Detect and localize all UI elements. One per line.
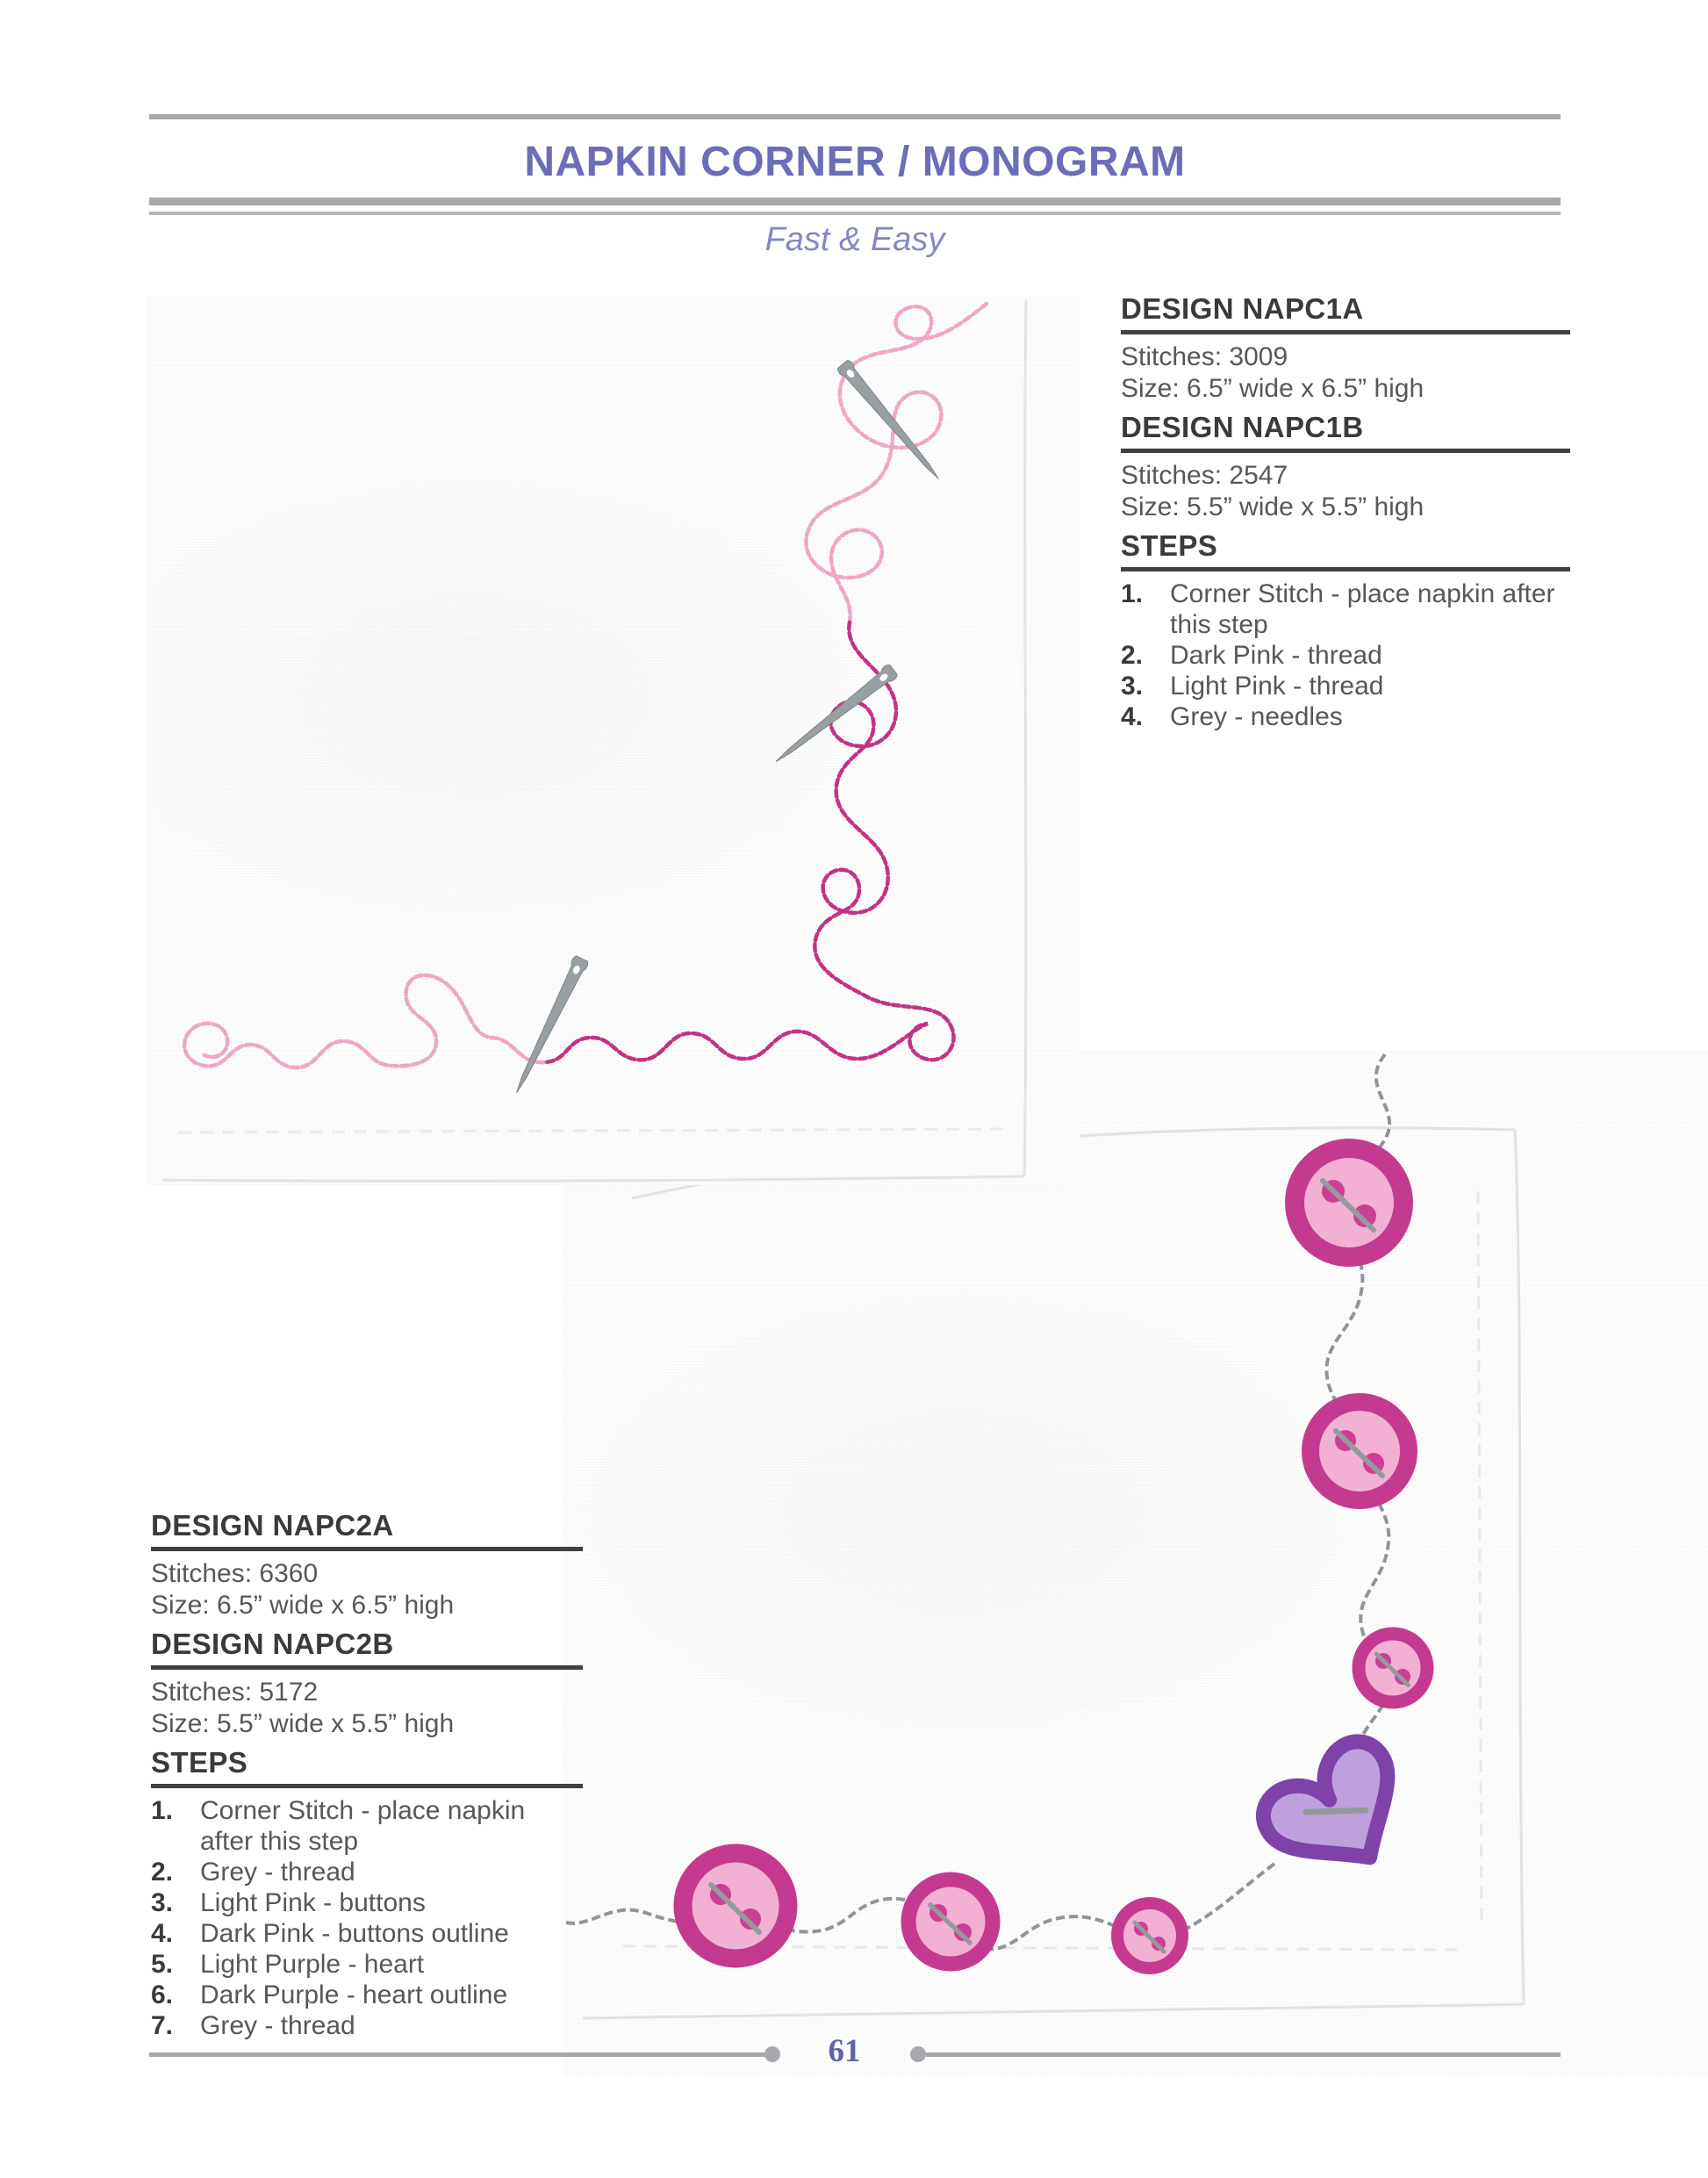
button-icon: [1359, 1634, 1427, 1702]
embroidery-swirl-dark-pink: [543, 622, 953, 1062]
stitches-napc1b: Stitches: 2547: [1121, 461, 1288, 490]
design-heading-napc2a: DESIGN NAPC2A: [151, 1510, 583, 1551]
embroidery-swirl-light-pink-bottom: [184, 975, 543, 1067]
footer-line-left: [149, 2052, 765, 2057]
hem-stitch-line: [178, 1129, 1008, 1132]
step-item: 4. Dark Pink - buttons outline: [151, 1919, 509, 1948]
stitches-napc2b: Stitches: 5172: [151, 1678, 319, 1707]
footer-dot-right: [910, 2046, 926, 2062]
page-number: 61: [828, 2033, 861, 2069]
size-napc1b: Size: 5.5” wide x 5.5” high: [1121, 492, 1425, 521]
step-item: 6. Dark Purple - heart outline: [151, 1980, 508, 2009]
button-icon: [1117, 1903, 1182, 1968]
design-heading-napc2b: DESIGN NAPC2B: [151, 1628, 583, 1670]
embroidery-swirl-light-pink-top: [806, 304, 987, 622]
napkin1-embroidery-art: [147, 297, 1080, 1185]
size-napc2b: Size: 5.5” wide x 5.5” high: [151, 1709, 455, 1738]
double-rule-thick: [149, 198, 1561, 205]
step-item: 1. Corner Stitch - place napkin after this step: [1121, 579, 1555, 639]
needle-icon: [771, 664, 898, 768]
size-napc1a: Size: 6.5” wide x 6.5” high: [1121, 374, 1425, 403]
step-item: 2. Grey - thread: [151, 1858, 355, 1887]
step-item: 3. Light Pink - buttons: [151, 1888, 426, 1917]
stitches-napc2a: Stitches: 6360: [151, 1559, 319, 1588]
page-title: NAPKIN CORNER / MONOGRAM: [524, 139, 1186, 185]
button-icon: [683, 1853, 788, 1959]
step-item: 1. Corner Stitch - place napkin after this step: [151, 1796, 526, 1856]
steps-list-napc2: [151, 1795, 583, 2041]
design-heading-napc1b: DESIGN NAPC1B: [1121, 412, 1570, 453]
step-item: 5. Light Purple - heart: [151, 1950, 425, 1979]
footer-dot-left: [764, 2046, 780, 2062]
steps-heading-napc1: STEPS: [1121, 530, 1570, 571]
steps-heading-napc2: STEPS: [151, 1747, 583, 1788]
size-napc2a: Size: 6.5” wide x 6.5” high: [151, 1591, 455, 1620]
button-icon: [908, 1880, 993, 1964]
design-heading-napc1a: DESIGN NAPC1A: [1121, 293, 1570, 334]
stitches-napc1a: Stitches: 3009: [1121, 342, 1288, 371]
button-icon: [1310, 1402, 1409, 1500]
button-icon: [1295, 1148, 1403, 1257]
heart-icon: [1252, 1730, 1426, 1896]
needle-icon: [509, 955, 589, 1096]
napkin-photo-1: [147, 297, 1080, 1185]
step-item: 7. Grey - thread: [151, 2011, 355, 2040]
steps-list-napc1: [1121, 579, 1570, 732]
footer-line-right: [926, 2052, 1561, 2057]
design-info-napc1: [1121, 293, 1570, 732]
top-rule: [149, 114, 1561, 119]
napkin2-embroidery-art: [562, 1051, 1708, 2076]
page-subtitle: Fast & Easy: [764, 221, 945, 258]
needle-icon: [836, 359, 944, 484]
design-info-napc2: [151, 1510, 583, 2041]
step-item: 3. Light Pink - thread: [1121, 672, 1384, 701]
step-item: 2. Dark Pink - thread: [1121, 641, 1382, 670]
step-item: 4. Grey - needles: [1121, 702, 1343, 731]
double-rule-thin: [149, 212, 1561, 215]
napkin-photo-2: [562, 1051, 1708, 2076]
